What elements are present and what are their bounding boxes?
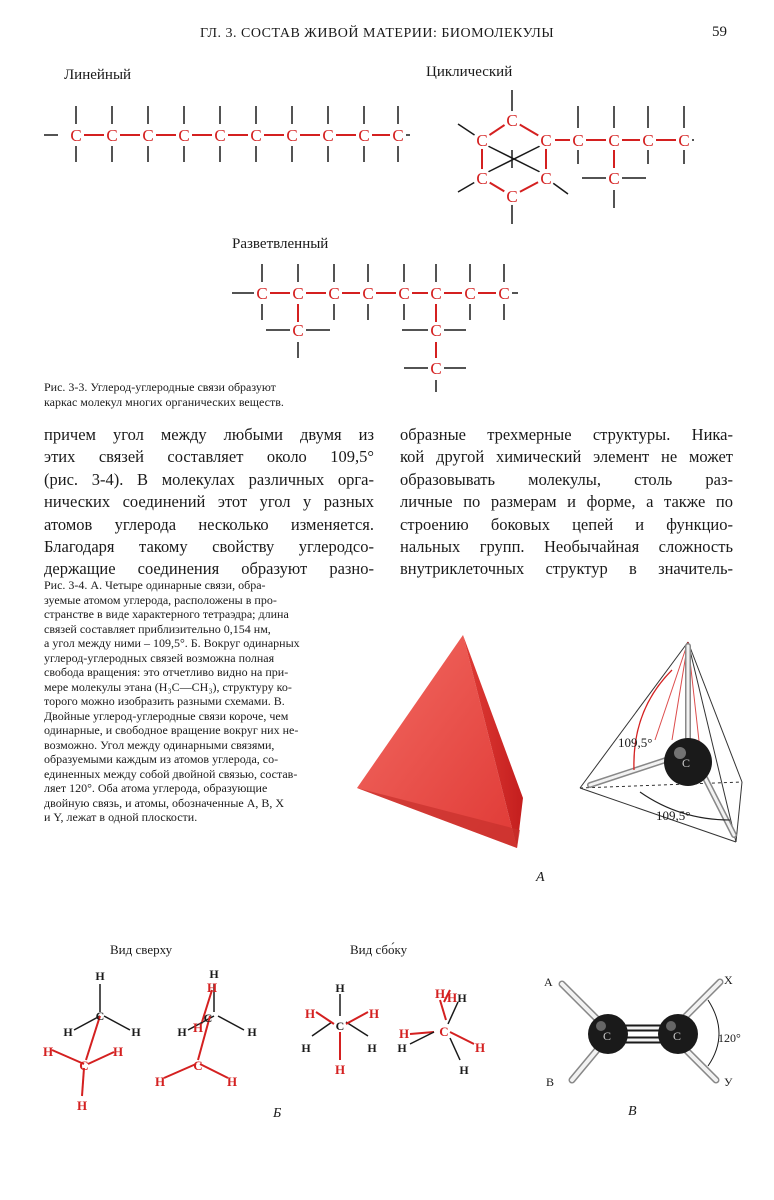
carbon-atom: C bbox=[540, 131, 552, 150]
bond bbox=[346, 1022, 368, 1036]
carbon-atom: C bbox=[608, 131, 620, 150]
double-bond-c2: C bbox=[673, 1029, 682, 1043]
carbon-atom: C bbox=[79, 1058, 89, 1073]
hydrogen-atom: H bbox=[154, 1074, 166, 1089]
bond bbox=[440, 1000, 446, 1020]
carbon-atom: C bbox=[506, 111, 518, 130]
caption-line: одинарные, и свободное вращение вокруг них не- bbox=[44, 723, 299, 737]
bond bbox=[450, 1032, 474, 1044]
caption-line: Рис. 3-4. А. Четыре одинарные связи, обра- bbox=[44, 578, 266, 592]
bond bbox=[200, 1064, 228, 1078]
body-text-left bbox=[44, 424, 374, 581]
label-cyclic: Циклический bbox=[426, 64, 513, 80]
bond bbox=[312, 1022, 332, 1036]
carbon-atom: C bbox=[362, 284, 374, 303]
text-line: строению боковых цепей и функцио- bbox=[400, 514, 733, 534]
substituent-x: X bbox=[724, 973, 733, 987]
hydrogen-atom: H bbox=[247, 1025, 257, 1039]
hydrogen-atom: H bbox=[434, 986, 446, 1001]
carbon-atom: C bbox=[392, 126, 404, 145]
linear-chain bbox=[44, 106, 410, 162]
carbon-atom: C bbox=[70, 126, 82, 145]
hydrogen-atom: H bbox=[304, 1006, 316, 1021]
caption-line: каркас молекул многих органических веществ. bbox=[44, 394, 284, 409]
bond bbox=[346, 1012, 368, 1024]
hydrogen-atom: H bbox=[457, 991, 467, 1005]
text-line: атомов углерода несколько изменяется. bbox=[44, 514, 374, 534]
caption-line: единенных между собой двойной связью, состав- bbox=[44, 766, 298, 781]
bond bbox=[218, 1016, 244, 1030]
hydrogen-atom: H bbox=[131, 1025, 141, 1039]
bond bbox=[164, 1064, 196, 1078]
carbon-atom: C bbox=[540, 169, 552, 188]
carbon-atom: C bbox=[193, 1058, 203, 1073]
caption-line: возможно. Угол между одинарными связями, bbox=[44, 737, 275, 752]
carbon-atom: C bbox=[214, 126, 226, 145]
carbon-atom: C bbox=[608, 169, 620, 188]
carbon-atom: C bbox=[256, 284, 268, 303]
hydrogen-atom: H bbox=[398, 1026, 410, 1041]
text-line: Благодаря такому свойству углеродсо- bbox=[44, 537, 374, 557]
hydrogen-atom: H bbox=[335, 981, 345, 995]
double-bond-c1: C bbox=[603, 1029, 612, 1043]
caption-line: Рис. 3-3. Углерод-углеродные связи образуют bbox=[44, 380, 276, 394]
carbon-atom: C bbox=[476, 169, 488, 188]
hydrogen-atom: H bbox=[334, 1062, 346, 1077]
substituent-a: А bbox=[544, 975, 553, 989]
carbon-atom: C bbox=[476, 131, 488, 150]
hydrogen-atom: H bbox=[63, 1025, 73, 1039]
substituent-b: В bbox=[546, 1075, 555, 1089]
carbon-atom: C bbox=[292, 321, 304, 340]
tetrahedron-solid bbox=[345, 630, 535, 860]
bond bbox=[448, 1002, 458, 1024]
hydrogen-atom: H bbox=[367, 1041, 377, 1055]
figure-3-3-diagram bbox=[0, 0, 774, 400]
text-line: держащие соединения образуют разно- bbox=[44, 559, 374, 579]
caption-line: зуемые атомом углерода, расположены в про- bbox=[44, 592, 277, 607]
figure-3-3-caption bbox=[44, 380, 364, 409]
carbon-atom: C bbox=[178, 126, 190, 145]
figure-letter-v: В bbox=[628, 1104, 637, 1119]
hydrogen-atom: H bbox=[301, 1041, 311, 1055]
carbon-atom: C bbox=[358, 126, 370, 145]
hydrogen-atom: H bbox=[474, 1040, 486, 1055]
branched-chain bbox=[232, 264, 518, 392]
carbon-atom: C bbox=[430, 321, 442, 340]
running-head: ГЛ. 3. СОСТАВ ЖИВОЙ МАТЕРИИ: БИОМОЛЕКУЛЫ bbox=[200, 26, 555, 41]
angle-label-1: 109,5° bbox=[618, 735, 653, 750]
text-line: личные по размерам и форме, а также по bbox=[400, 492, 733, 512]
figure-letter-a: А bbox=[536, 870, 545, 885]
caption-line: и Y, лежат в одной плоскости. bbox=[44, 810, 198, 824]
carbon-atom: C bbox=[430, 359, 442, 378]
angle-120: 120° bbox=[718, 1031, 741, 1045]
carbon-atom: C bbox=[203, 1011, 213, 1025]
carbon-atom: C bbox=[322, 126, 334, 145]
center-atom-label: C bbox=[682, 756, 691, 770]
carbon-atom: C bbox=[335, 1019, 345, 1033]
carbon-atom: C bbox=[498, 284, 510, 303]
carbon-atom: C bbox=[328, 284, 340, 303]
carbon-atom: C bbox=[430, 284, 442, 303]
caption-line: а угол между ними – 109,5°. Б. Вокруг одинарных bbox=[44, 636, 300, 650]
double-bond-diagram bbox=[530, 960, 760, 1100]
carbon-atom: C bbox=[506, 187, 518, 206]
text-line: образовывать молекулы, столь раз- bbox=[400, 469, 733, 489]
caption-line: странстве в виде характерного тетраэдра; длина bbox=[44, 607, 289, 621]
hydrogen-atom: H bbox=[206, 980, 218, 995]
carbon-atom: C bbox=[106, 126, 118, 145]
hydrogen-atom: H bbox=[95, 969, 105, 983]
bond bbox=[104, 1016, 130, 1030]
text-line: этих связей составляет около 109,5° bbox=[44, 447, 374, 467]
carbon-atom: C bbox=[642, 131, 654, 150]
page-number: 59 bbox=[712, 24, 727, 40]
carbon-atom: C bbox=[678, 131, 690, 150]
caption-line: ляет 120°. Оба атома углерода, образующие bbox=[44, 781, 268, 795]
text-line: кой другой химический элемент не может bbox=[400, 447, 733, 467]
carbon-atom: C bbox=[286, 126, 298, 145]
text-line: внутриклеточных структур в значитель- bbox=[400, 559, 733, 579]
text-line: образные трехмерные структуры. Ника- bbox=[400, 425, 733, 444]
label-linear: Линейный bbox=[64, 67, 132, 83]
body-text-right bbox=[400, 424, 733, 581]
hydrogen-atom: H bbox=[446, 990, 458, 1005]
hydrogen-atom: H bbox=[177, 1025, 187, 1039]
bond bbox=[316, 1012, 334, 1024]
caption-line: образуемыми каждым из атомов углерода, со- bbox=[44, 752, 279, 766]
hydrogen-atom: H bbox=[397, 1041, 407, 1055]
hydrogen-atom: H bbox=[42, 1044, 54, 1059]
carbon-atom: C bbox=[250, 126, 262, 145]
cyclic-structure bbox=[458, 90, 694, 224]
text-line: (рис. 3-4). В молекулах различных орга- bbox=[44, 469, 374, 489]
angle-label-2: 109,5° bbox=[656, 808, 691, 823]
caption-line: Двойные углерод-углеродные связи короче, чем bbox=[44, 708, 289, 723]
hydrogen-atom: H bbox=[209, 967, 219, 981]
carbon-atom: C bbox=[142, 126, 154, 145]
figure-letter-b: Б bbox=[273, 1106, 282, 1121]
hydrogen-atom: H bbox=[76, 1098, 88, 1113]
caption-line: двойную связь, и атомы, обозначенные А, В, X bbox=[44, 795, 285, 810]
hydrogen-atom: H bbox=[112, 1044, 124, 1059]
hydrogen-atom: H bbox=[226, 1074, 238, 1089]
bond bbox=[88, 1052, 114, 1064]
figure-3-4-caption bbox=[44, 578, 356, 825]
label-view-side: Вид сбо́ку bbox=[350, 942, 408, 957]
bond bbox=[450, 1038, 460, 1060]
carbon-atom: C bbox=[95, 1009, 105, 1023]
caption-line: углерод-углеродных связей возможна полная bbox=[44, 650, 275, 665]
label-branched: Разветвленный bbox=[232, 236, 329, 252]
tetrahedron-ball-stick bbox=[560, 630, 760, 860]
caption-line: свобода вращения: это отчетливо видно на при- bbox=[44, 665, 289, 679]
carbon-atom: C bbox=[464, 284, 476, 303]
ethane-diagrams bbox=[30, 960, 490, 1120]
carbon-atom: C bbox=[292, 284, 304, 303]
hydrogen-atom: H bbox=[368, 1006, 380, 1021]
substituent-y: У bbox=[724, 1075, 733, 1089]
hydrogen-atom: H bbox=[192, 1020, 204, 1035]
caption-line: торого можно изобразить разными схемами. В. bbox=[44, 694, 285, 708]
text-line: нических соединений этот угол у разных bbox=[44, 492, 374, 512]
text-line: нальных групп. Необычайная сложность bbox=[400, 537, 733, 557]
label-view-top: Вид сверху bbox=[110, 942, 173, 957]
text-line: причем угол между любыми двумя из bbox=[44, 425, 374, 444]
hydrogen-atom: H bbox=[459, 1063, 469, 1077]
caption-line: мере молекулы этана (H₃C—CH₃), структуру ко- bbox=[44, 679, 292, 694]
caption-line: связей составляет приблизительно 0,154 нм, bbox=[44, 621, 271, 636]
carbon-atom: C bbox=[439, 1024, 449, 1039]
carbon-atom: C bbox=[572, 131, 584, 150]
carbon-atom: C bbox=[398, 284, 410, 303]
